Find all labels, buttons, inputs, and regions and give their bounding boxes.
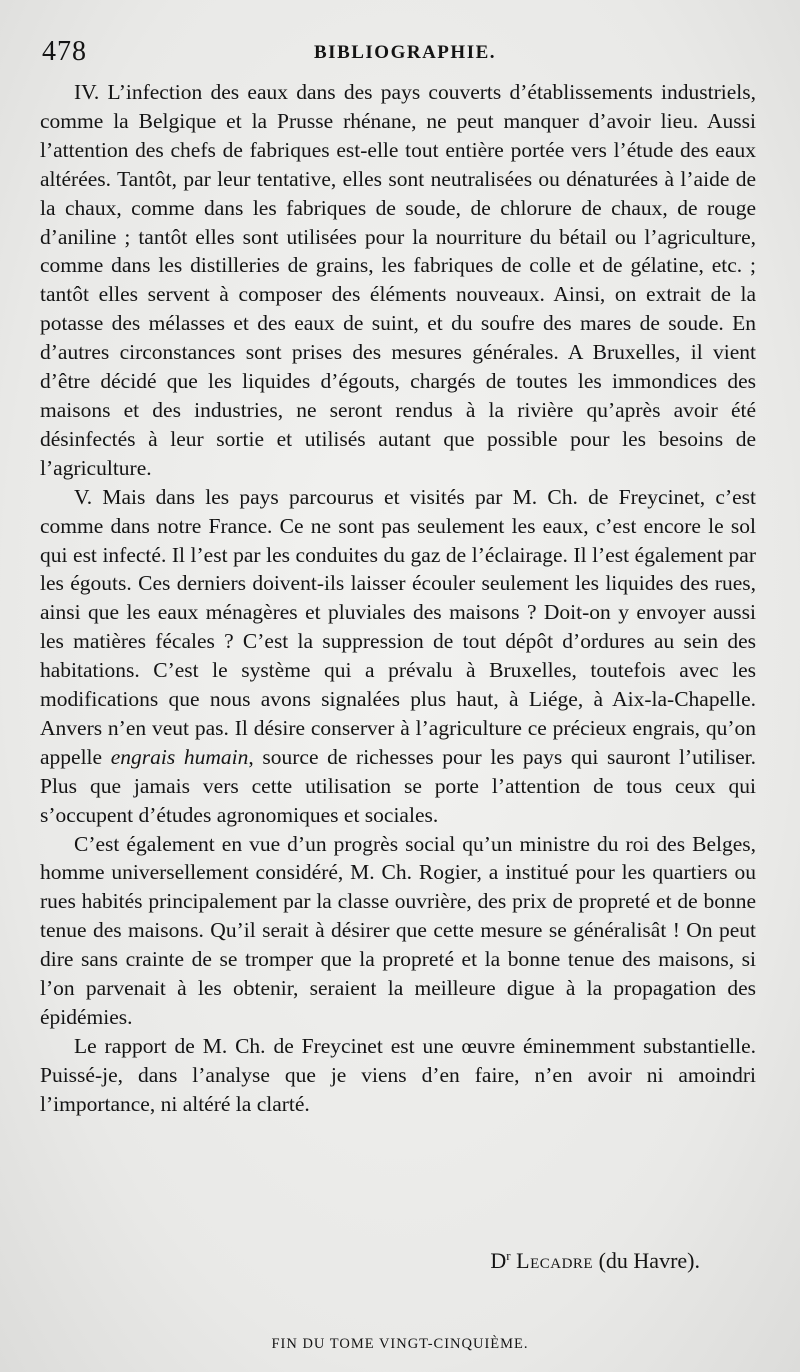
italic-term: engrais humain xyxy=(110,744,249,769)
author-signature xyxy=(490,1248,700,1274)
end-of-volume-note: FIN DU TOME VINGT-CINQUIÈME. xyxy=(271,1336,529,1352)
page-number: 478 xyxy=(42,36,87,67)
running-title: BIBLIOGRAPHIE. xyxy=(314,42,497,63)
paragraph-v xyxy=(40,483,756,830)
paragraph-rogier: C’est également en vue d’un progrès social qu’un ministre du roi des Belges, homme universellement considéré, M. Ch. Rogier, a institué pour les quartiers ou rues habités principalement par la classe ouvrière, des prix de propreté et de bonne tenue des maisons. Qu’il serait à désirer que cette mesure se généralisât ! On peut dire sans crainte de se tromper que la propreté et la bonne tenue des maisons, si l’on parvenait à les obtenir, seraient la meilleure digue à la propagation des épidémies. xyxy=(40,831,756,1029)
paragraph-conclusion: Le rapport de M. Ch. de Freycinet est une œuvre éminemment substantielle. Puissé-je, dans l’analyse que je viens d’en faire, n’en avoir ni amoindri l’importance, ni altéré la clarté. xyxy=(40,1033,756,1116)
paragraph-v-part-1: V. Mais dans les pays parcourus et visités par M. Ch. de Freycinet, c’est comme dans notre France. Ce ne sont pas seulement les eaux, c’est encore le sol qui est infecté. Il l’est par les conduites du gaz de l’éclairage. Il l’est également par les égouts. Ces derniers doivent-ils laisser écouler seulement les liquides des rues, ainsi que les eaux ménagères et pluviales des maisons ? Doit-on y envoyer aussi les matières fécales ? C’est la suppression de tout dépôt d’ordures au sein des habitations. C’est le système qui a prévalu à Bruxelles, toutefois avec les modifications que nous avons signalées plus haut, à Liége, à Aix-la-Chapelle. Anvers n’en veut pas. Il désire conserver à l’agriculture ce précieux engrais, qu’on appelle xyxy=(40,484,756,769)
page-header xyxy=(42,36,772,68)
paragraph-v-part-2: , source de richesses pour les pays qui sauront l’utiliser. Plus que jamais vers cette utilisation se porte l’attention de tous ceux qui s’occupent d’études agronomiques et sociales. xyxy=(40,744,756,827)
signature-title-sup: r xyxy=(506,1248,511,1263)
signature-place: (du Havre). xyxy=(598,1248,700,1273)
signature-title: D xyxy=(490,1248,507,1273)
body-text xyxy=(40,78,756,1119)
signature-name: Lecadre xyxy=(516,1248,594,1273)
paragraph-iv: IV. L’infection des eaux dans des pays couverts d’établissements industriels, comme la Belgique et la Prusse rhénane, ne peut manquer d’avoir lieu. Aussi l’attention des chefs de fabriques est-elle tout entière portée vers l’étude des eaux altérées. Tantôt, par leur tentative, elles sont neutralisées ou dénaturées à l’aide de la chaux, comme dans les fabriques de soude, de chlorure de chaux, de rouge d’aniline ; tantôt elles sont utilisées pour la nourriture du bétail ou l’agriculture, comme dans les distilleries de grains, les fabriques de colle et de gélatine, etc. ; tantôt elles servent à composer des éléments nouveaux. Ainsi, on extrait de la potasse des mélasses et des eaux de suint, et du soufre des mares de soude. En d’autres circonstances sont prises des mesures générales. A Bruxelles, il vient d’être décidé que les liquides d’égouts, chargés de toutes les immondices des maisons et des industries, ne seront rendus à la rivière qu’après avoir été désinfectés à leur sortie et utilisés autant que possible pour les besoins de l’agriculture. xyxy=(40,80,756,480)
